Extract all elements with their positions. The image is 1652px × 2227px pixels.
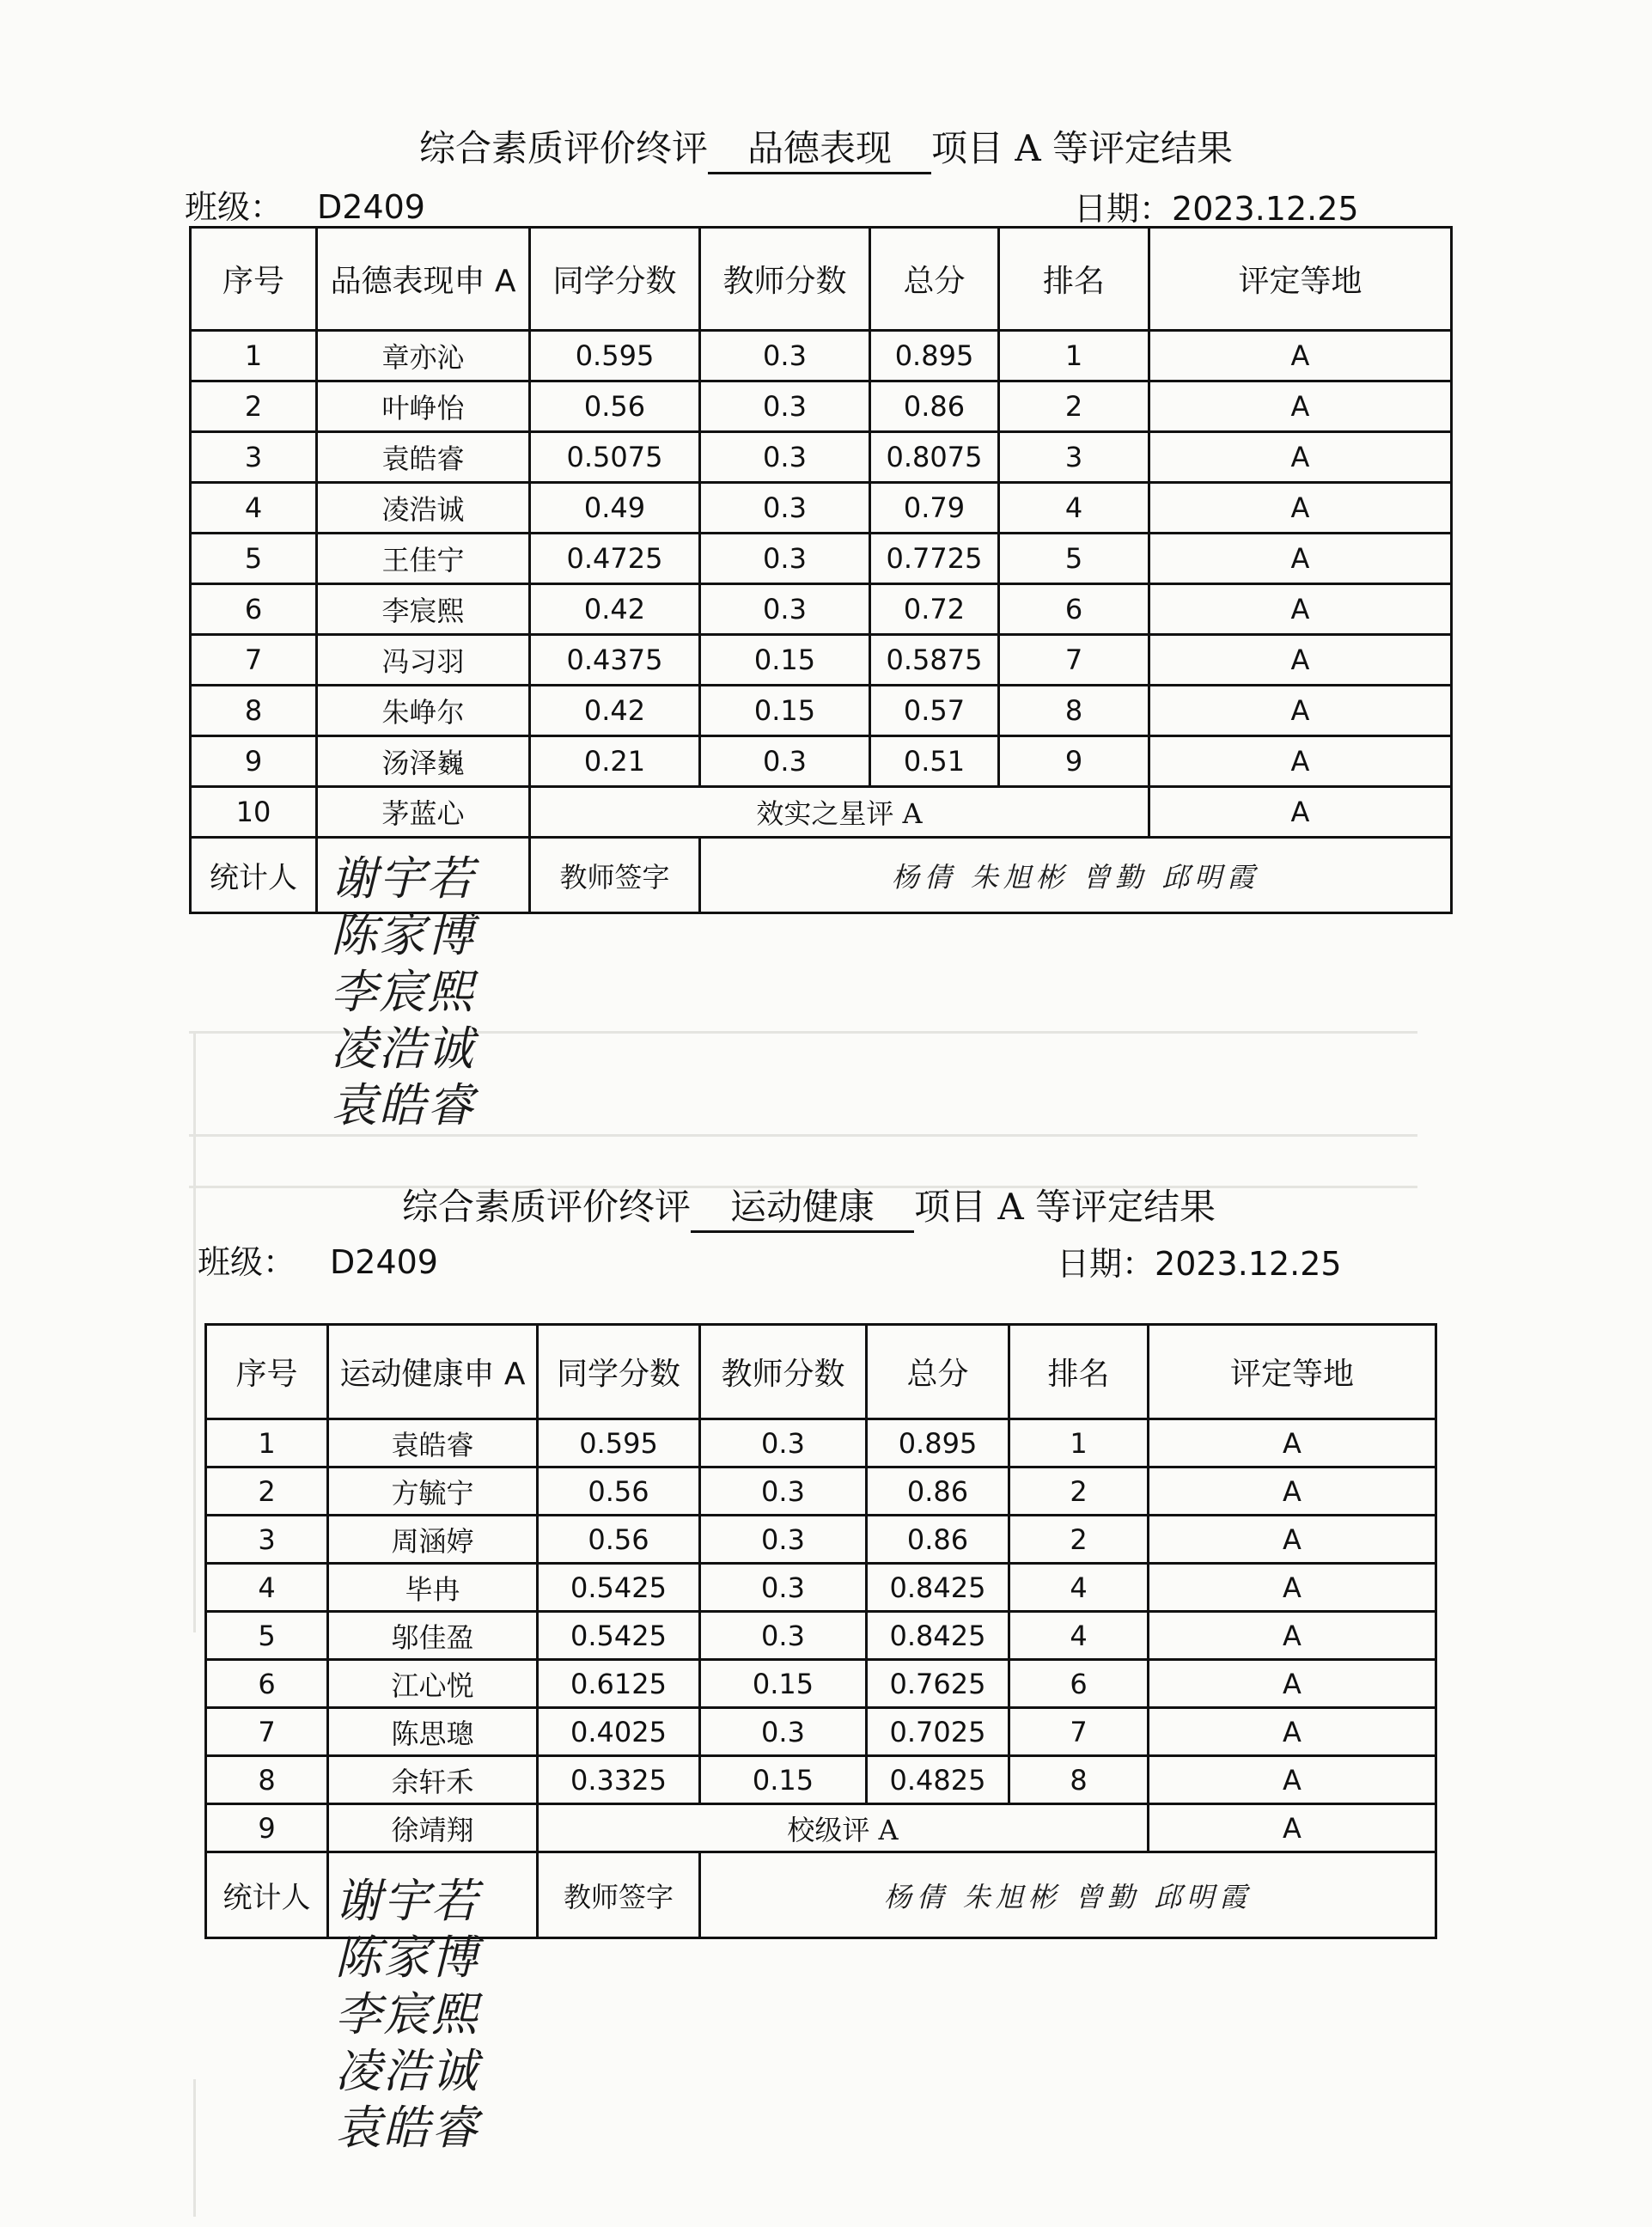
table-row: 2 叶峥怡 0.56 0.3 0.86 2 A [191,381,1452,432]
teacher-signatures: 杨倩 朱旭彬 曾勤 邱明霞 [700,1852,1436,1938]
section-title: 综合素质评价终评 运动健康 项目 A 等评定结果 [0,1179,1635,1233]
special-row: 10 茅蓝心 效实之星评 A A [191,787,1452,838]
class-info: 班级： D2409 [198,1243,438,1281]
header-cell: 序号 [206,1325,328,1419]
header-cell: 总分 [867,1325,1009,1419]
date-value: 2023.12.25 [1172,190,1359,228]
table-row: 5 邬佳盈 0.5425 0.3 0.8425 4 A [206,1612,1436,1660]
special-row: 9 徐靖翔 校级评 A A [206,1804,1436,1852]
table-row: 5 王佳宁 0.4725 0.3 0.7725 5 A [191,534,1452,584]
special-note: 校级评 A [538,1804,1149,1852]
header-cell: 序号 [191,228,317,331]
table-row: 3 袁皓睿 0.5075 0.3 0.8075 3 A [191,432,1452,483]
title-item: 运动健康 [691,1179,914,1233]
class-value: D2409 [330,1243,438,1281]
date-info: 日期：2023.12.25 [1057,1245,1342,1283]
section-title: 综合素质评价终评 品德表现 项目 A 等评定结果 [0,120,1652,174]
table-row: 6 江心悦 0.6125 0.15 0.7625 6 A [206,1660,1436,1708]
header-cell: 总分 [870,228,999,331]
table-row: 8 朱峥尔 0.42 0.15 0.57 8 A [191,686,1452,736]
table-row: 1 袁皓睿 0.595 0.3 0.895 1 A [206,1419,1436,1467]
table-row: 1 章亦沁 0.595 0.3 0.895 1 A [191,331,1452,381]
header-cell: 品德表现申 A [317,228,530,331]
results-table [204,1323,1437,1939]
teacher-signatures: 杨倩 朱旭彬 曾勤 邱明霞 [700,838,1452,913]
header-cell: 同学分数 [530,228,700,331]
stat-label: 统计人 [191,838,317,913]
table-row: 4 凌浩诚 0.49 0.3 0.79 4 A [191,483,1452,534]
teacher-label: 教师签字 [538,1852,700,1938]
header-cell: 教师分数 [700,1325,867,1419]
table-row: 9 汤泽巍 0.21 0.3 0.51 9 A [191,736,1452,787]
header-cell: 同学分数 [538,1325,700,1419]
table-row: 8 余轩禾 0.3325 0.15 0.4825 8 A [206,1756,1436,1804]
header-cell: 运动健康申 A [328,1325,538,1419]
table-row: 7 冯习羽 0.4375 0.15 0.5875 7 A [191,635,1452,686]
table-row: 7 陈思璁 0.4025 0.3 0.7025 7 A [206,1708,1436,1756]
table-header [206,1325,1436,1419]
date-info: 日期：2023.12.25 [1074,190,1359,228]
header-cell: 排名 [999,228,1149,331]
stat-signatures: 谢宇若 陈家博 李宸熙 凌浩诚 袁皓睿 [335,1874,479,2155]
class-value: D2409 [317,188,425,226]
teacher-label: 教师签字 [530,838,700,913]
class-info: 班级： D2409 [185,188,425,226]
header-cell: 排名 [1009,1325,1149,1419]
table-row: 2 方毓宁 0.56 0.3 0.86 2 A [206,1467,1436,1516]
table-row: 4 毕冉 0.5425 0.3 0.8425 4 A [206,1564,1436,1612]
header-cell: 评定等地 [1149,228,1452,331]
title-item: 品德表现 [708,120,931,174]
header-cell: 评定等地 [1149,1325,1436,1419]
header-cell: 教师分数 [700,228,870,331]
table-row: 3 周涵婷 0.56 0.3 0.86 2 A [206,1516,1436,1564]
stat-signatures: 谢宇若 陈家博 李宸熙 凌浩诚 袁皓睿 [331,851,475,1132]
date-value: 2023.12.25 [1155,1245,1342,1283]
stat-label: 统计人 [206,1852,328,1938]
special-note: 效实之星评 A [530,787,1149,838]
table-row: 6 李宸熙 0.42 0.3 0.72 6 A [191,584,1452,635]
